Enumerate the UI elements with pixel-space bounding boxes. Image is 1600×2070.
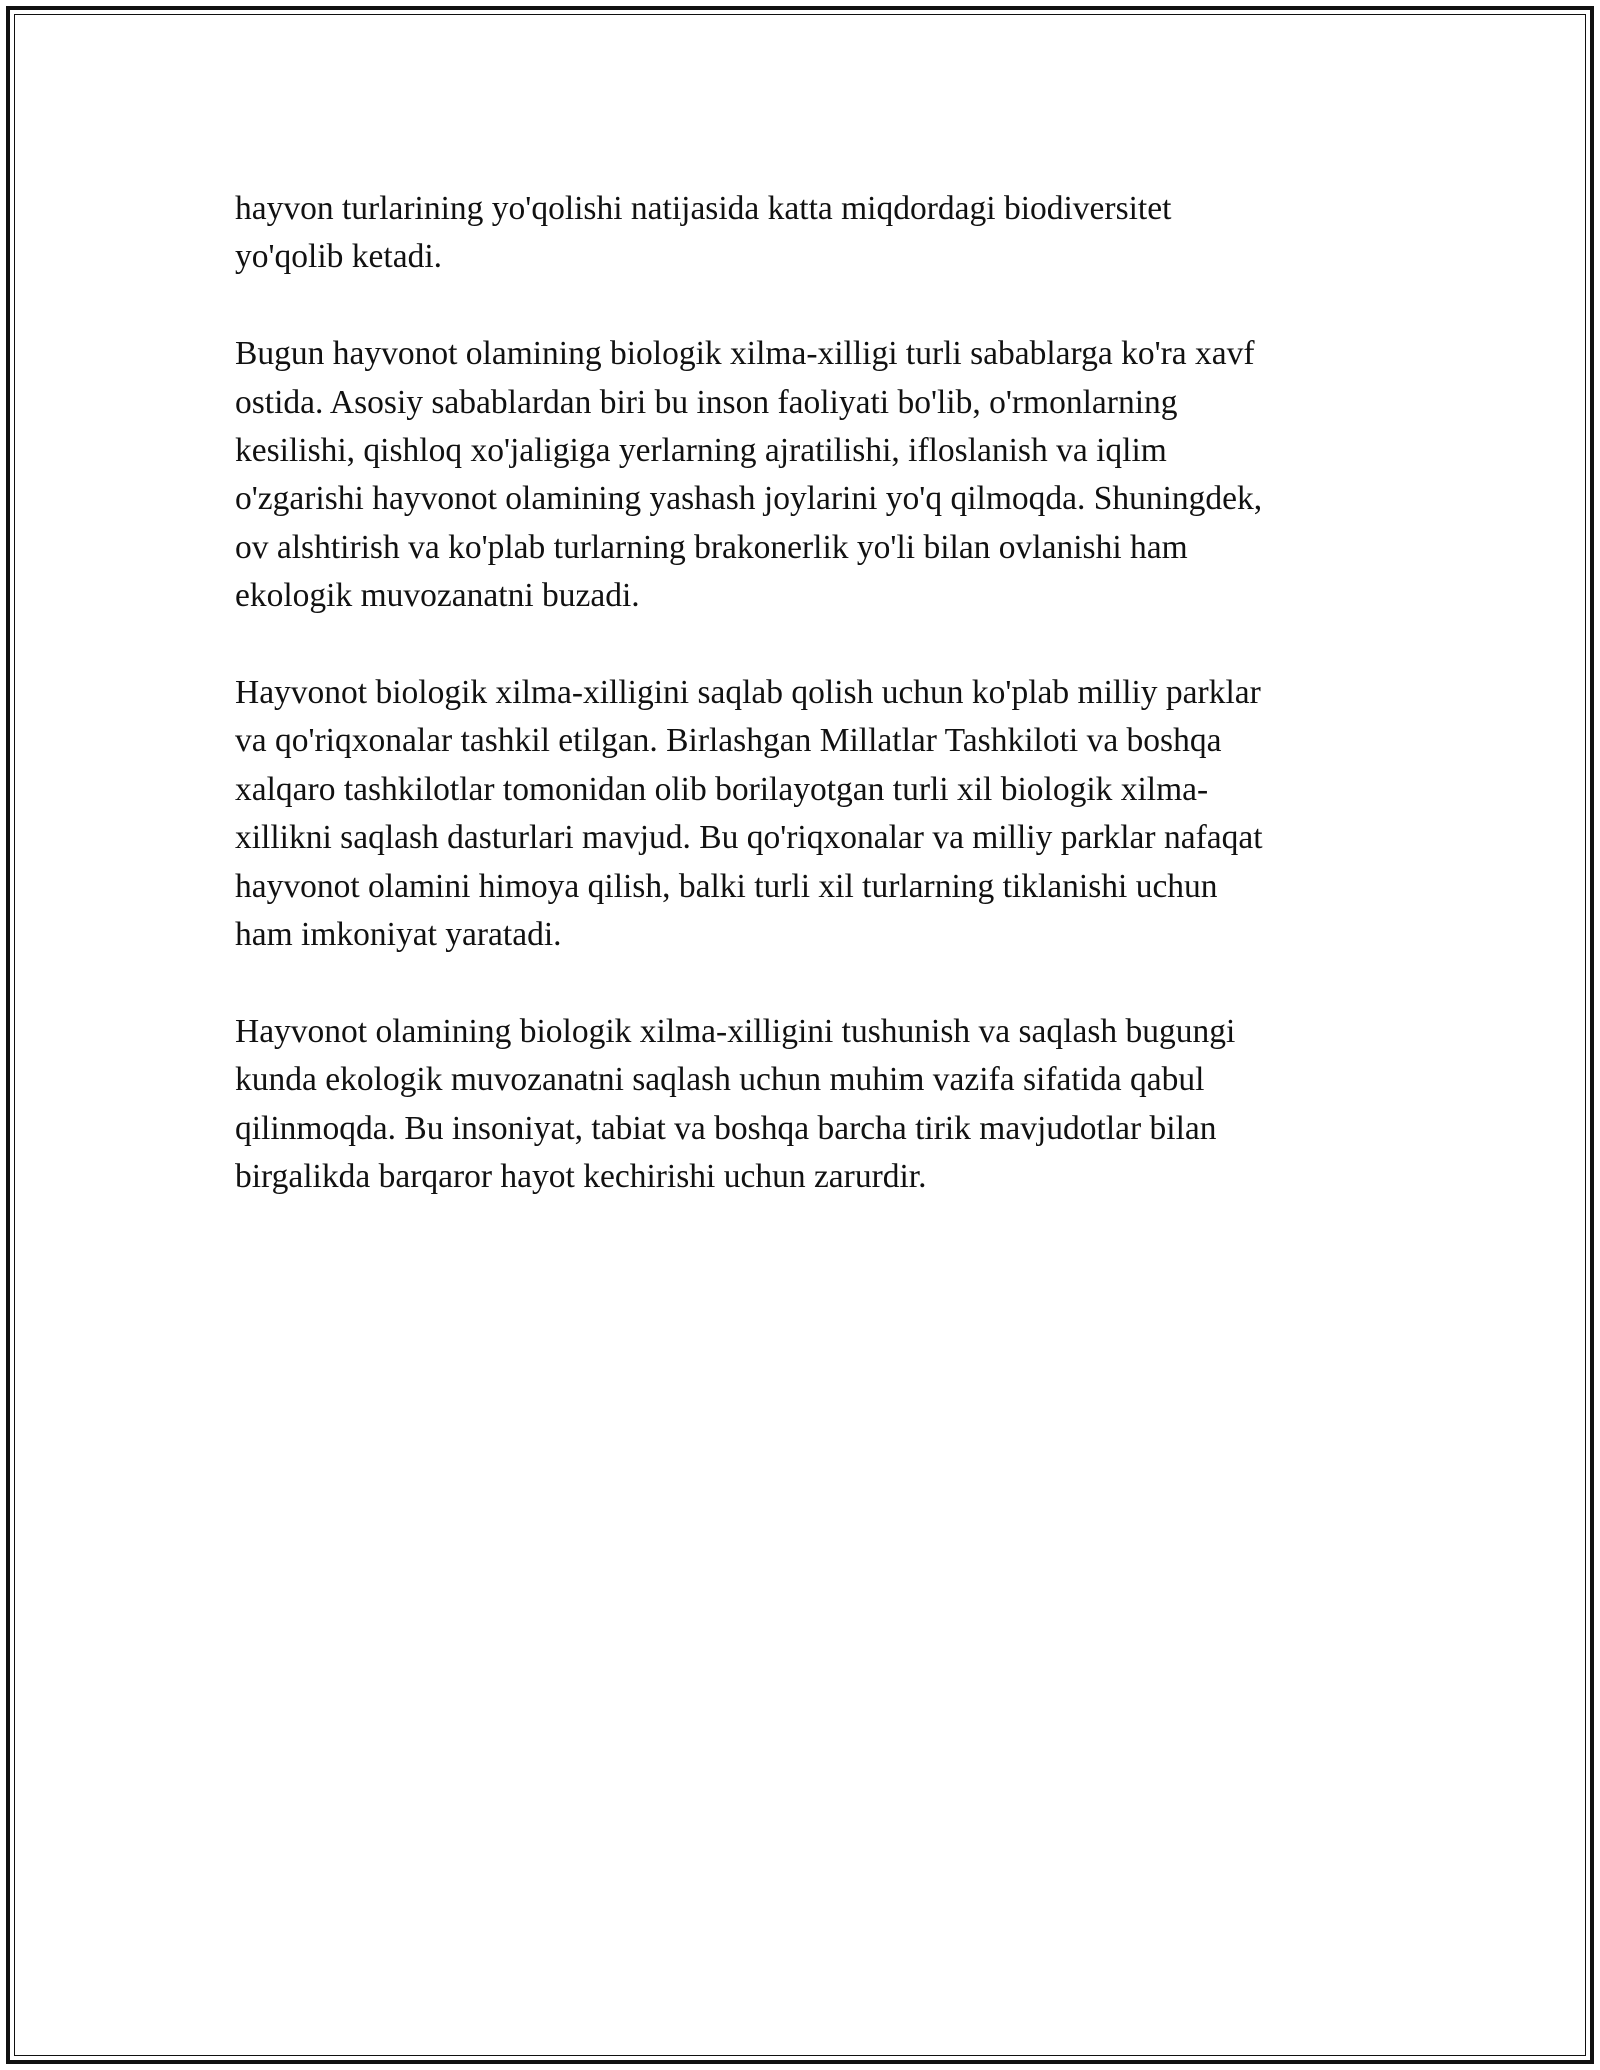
paragraph-1: hayvon turlarining yo'qolishi natijasida katta miqdordagi biodiversitet yo'qolib ketadi. (235, 190, 1172, 276)
paragraph-3: Hayvonot biologik xilma-xilligini saqlab qolish uchun ko'plab milliy parklar va qo'riqxonalar tashkil etilgan. Birlashgan Millatlar Tashkiloti va boshqa xalqaro tashkilotlar tomonidan olib borilayotgan turli xil biologik xilma- xillikni saqlash dasturlari mavjud. Bu qo'riqxonalar va milliy parklar nafaqat hayvonot olamini himoya qilish, balki turli xil turlarning tiklanishi uchun ham imkoniyat yaratadi. (235, 674, 1263, 954)
document-body (235, 185, 1375, 1250)
paragraph-4: Hayvonot olamining biologik xilma-xilligini tushunish va saqlash bugungi kunda ekologik muvozanatni saqlash uchun muhim vazifa sifatida qabul qilinmoqda. Bu insoniyat, tabiat va boshqa barcha tirik mavjudotlar bilan birgalikda barqaror hayot kechirishi uchun zarurdir. (235, 1012, 1236, 1196)
paragraph-2: Bugun hayvonot olamining biologik xilma-xilligi turli sabablarga ko'ra xavf ostida. Asosiy sabablardan biri bu inson faoliyati bo'lib, o'rmonlarning kesilishi, qishloq xo'jaligiga yerlarning ajratilishi, ifloslanish va iqlim o'zgarishi hayvonot olamining yashash joylarini yo'q qilmoqda. Shuningdek, ov alshtirish va ko'plab turlarning brakonerlik yo'li bilan ovlanishi ham ekologik muvozanatni buzadi. (235, 335, 1263, 615)
